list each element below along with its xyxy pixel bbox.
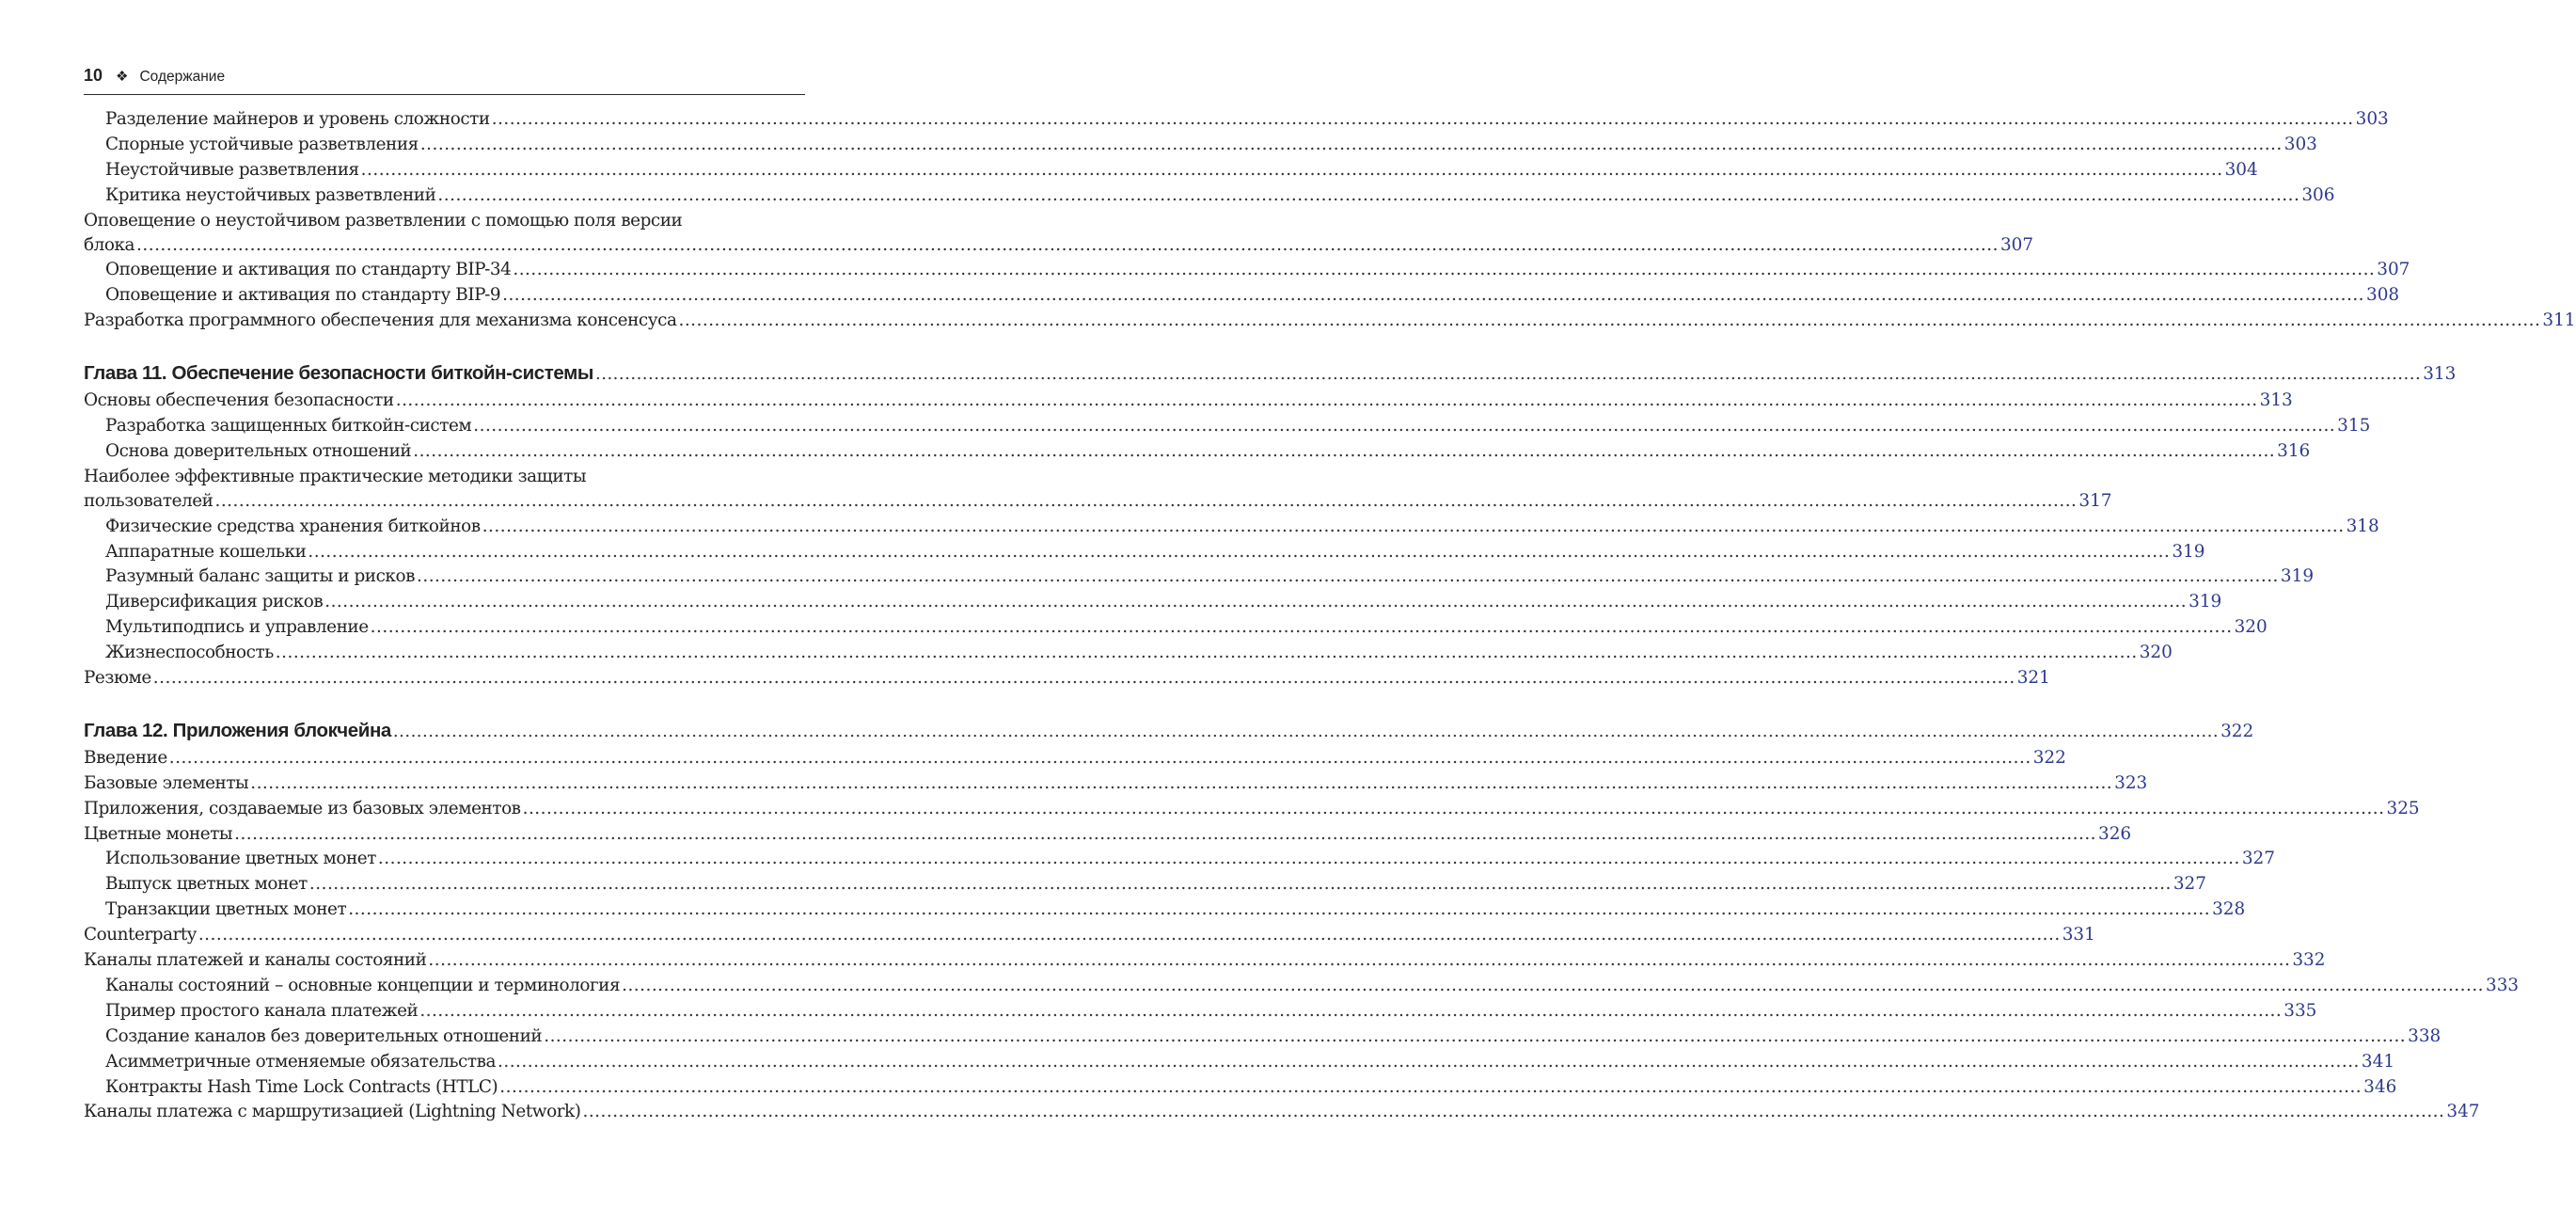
toc-page-number[interactable]: 333 <box>2486 975 2520 995</box>
dot-leader <box>428 950 2290 970</box>
dot-leader <box>502 285 2364 305</box>
dot-leader <box>595 364 2421 384</box>
toc-entry[interactable] <box>84 1102 2480 1127</box>
toc-entry-title: Каналы платежа с маршрутизацией (Lightning Network) <box>84 1102 581 1122</box>
toc-entry-title: Резюме <box>84 668 151 689</box>
dot-leader <box>393 722 2219 741</box>
toc-page-number[interactable]: 313 <box>2259 390 2293 411</box>
toc-entry[interactable] <box>84 950 2326 976</box>
toc-entry-title: пользователей <box>84 490 213 511</box>
toc-entry-title: Аппаратные кошельки <box>105 541 307 562</box>
dot-leader <box>214 491 2077 511</box>
toc-entry[interactable] <box>84 440 2311 467</box>
toc-page-number[interactable]: 319 <box>2280 566 2315 587</box>
toc-entry-title: Разработка программного обеспечения для механизма консенсуса <box>84 310 677 331</box>
toc-page-number[interactable]: 308 <box>2366 285 2400 306</box>
dot-leader <box>136 235 1999 255</box>
chapter-title: Глава 11. Обеспечение безопасности биткойн-системы <box>84 362 594 385</box>
dot-leader <box>544 1026 2406 1046</box>
dot-leader <box>499 1077 2362 1097</box>
chapter-title: Глава 12. Приложения блокчейна <box>84 719 391 741</box>
toc-page-number[interactable]: 315 <box>2337 416 2371 437</box>
section-name: Содержание <box>139 69 226 85</box>
dot-leader <box>378 849 2240 868</box>
toc-page-number[interactable]: 327 <box>2241 849 2275 869</box>
toc-entry[interactable] <box>84 899 2246 925</box>
dot-leader <box>234 824 2096 844</box>
toc-entry[interactable] <box>84 798 2420 824</box>
toc-entry-title: Контракты Hash Time Lock Contracts (HTLC) <box>105 1076 498 1097</box>
toc-entry[interactable] <box>84 975 2520 1001</box>
toc-entry-title: Жизнеспособность <box>105 643 274 663</box>
toc-page-number[interactable]: 322 <box>2032 747 2066 768</box>
dot-leader <box>513 260 2375 279</box>
dot-leader <box>361 160 2223 180</box>
toc-entry[interactable] <box>84 643 2173 668</box>
toc-block <box>84 747 2520 1127</box>
toc-block <box>84 109 2389 211</box>
toc-page-number[interactable]: 327 <box>2173 874 2206 895</box>
toc-entry-title: Выпуск цветных монет <box>105 874 308 895</box>
chapter-heading[interactable] <box>84 719 2254 748</box>
page-number: 10 <box>84 66 103 85</box>
toc-page-number[interactable]: 318 <box>2346 516 2379 536</box>
toc-entry-title: Counterparty <box>84 925 197 945</box>
toc-entry[interactable] <box>84 772 2148 799</box>
toc-page-number[interactable]: 321 <box>2016 668 2050 689</box>
toc-entry-title: Основы обеспечения безопасности <box>84 390 394 411</box>
toc-page-number[interactable]: 311 <box>2542 310 2576 331</box>
toc-entry-title: Разработка защищенных биткойн-систем <box>105 416 472 437</box>
toc-entry[interactable] <box>84 390 2293 416</box>
toc-page-number[interactable]: 317 <box>2078 490 2112 511</box>
toc-entry[interactable] <box>84 823 2132 850</box>
toc-entry-title: Базовые элементы <box>84 772 249 793</box>
toc-page-number[interactable]: 346 <box>2363 1076 2397 1097</box>
toc-entry[interactable] <box>84 310 2576 336</box>
running-header <box>84 66 805 95</box>
toc-page-number[interactable]: 316 <box>2277 440 2311 461</box>
dot-leader <box>498 1052 2360 1072</box>
toc-page-number[interactable]: 313 <box>2423 364 2457 385</box>
toc-entry[interactable] <box>84 874 2206 899</box>
toc-page-number[interactable]: 306 <box>2301 184 2335 205</box>
toc-page-number[interactable]: 331 <box>2062 925 2095 945</box>
toc-entry-title: Каналы платежей и каналы состояний <box>84 950 427 971</box>
dot-leader <box>198 925 2061 945</box>
toc-entry-title: Основа доверительных отношений <box>105 440 412 461</box>
toc-block <box>84 516 2379 693</box>
toc-entry-title: Введение <box>84 747 167 768</box>
toc-page-number[interactable]: 335 <box>2284 1000 2317 1021</box>
toc-entry[interactable] <box>84 668 2050 693</box>
toc-entry[interactable] <box>84 109 2389 135</box>
toc-entry-title: Каналы состояний – основные концепции и терминология <box>105 975 621 995</box>
toc-entry[interactable] <box>84 1000 2317 1026</box>
toc-entry[interactable] <box>84 490 2112 516</box>
toc-entry-title: блока <box>84 234 135 255</box>
toc-entry-title: Создание каналов без доверительных отношений <box>105 1025 543 1046</box>
dot-leader <box>371 617 2233 637</box>
toc-entry-title: Приложения, создаваемые из базовых элементов <box>84 798 521 818</box>
dot-leader <box>678 310 2540 330</box>
toc-page-number[interactable]: 307 <box>2377 260 2410 280</box>
toc-page-number[interactable]: 325 <box>2386 798 2420 818</box>
toc-entry-title: Использование цветных монет <box>105 849 376 869</box>
toc-page-number[interactable]: 307 <box>1999 234 2034 255</box>
dot-leader <box>417 566 2279 586</box>
toc-entry-title: Разумный баланс защиты и рисков <box>105 566 415 587</box>
toc-page-number[interactable]: 341 <box>2361 1051 2395 1072</box>
toc-entry[interactable] <box>84 592 2222 617</box>
dot-leader <box>413 441 2275 461</box>
toc-page-number[interactable]: 323 <box>2114 772 2148 793</box>
toc-page-number[interactable]: 319 <box>2189 592 2222 612</box>
toc-entry-title: Спорные устойчивые разветвления <box>105 134 419 154</box>
dot-leader <box>276 643 2138 662</box>
toc-entry-title: Физические средства хранения биткойнов <box>105 516 481 536</box>
toc-page-number[interactable]: 328 <box>2212 899 2246 920</box>
toc-entry[interactable] <box>84 516 2379 542</box>
book-page <box>84 66 2576 1127</box>
toc-entry[interactable] <box>84 234 2034 261</box>
toc-page-number[interactable]: 326 <box>2098 823 2132 844</box>
toc-entry-title: Цветные монеты <box>84 823 233 844</box>
toc-page-number[interactable]: 303 <box>2284 134 2317 154</box>
toc-entry-title: Диверсификация рисков <box>105 592 324 612</box>
four-diamond-icon: ❖ <box>116 69 129 85</box>
dot-leader <box>250 773 2112 793</box>
dot-leader <box>473 416 2335 436</box>
toc-page-number[interactable]: 347 <box>2446 1102 2480 1122</box>
toc-entry-title: Транзакции цветных монет <box>105 899 347 920</box>
toc-entry-title: Оповещение и активация по стандарту BIP-34 <box>105 260 512 280</box>
toc-entry[interactable] <box>84 541 2205 567</box>
toc-page-number[interactable]: 338 <box>2408 1025 2442 1046</box>
toc-page-number[interactable]: 320 <box>2234 617 2268 638</box>
toc-entry-title: Асимметричные отменяемые обязательства <box>105 1051 496 1072</box>
table-of-contents <box>84 109 2576 1127</box>
toc-entry-title: Критика неустойчивых разветвлений <box>105 184 436 205</box>
dot-leader <box>492 109 2354 129</box>
dot-leader <box>309 874 2172 894</box>
toc-block <box>84 260 2576 336</box>
dot-leader <box>396 390 2258 410</box>
toc-entry[interactable] <box>84 184 2335 211</box>
toc-page-number[interactable]: 332 <box>2292 950 2326 971</box>
toc-entry[interactable] <box>84 849 2275 874</box>
toc-entry-title: Мультиподпись и управление <box>105 617 369 638</box>
toc-entry[interactable] <box>84 159 2258 185</box>
toc-entry-title: Неустойчивые разветвления <box>105 159 359 180</box>
toc-entry[interactable] <box>84 1076 2397 1103</box>
toc-entry[interactable] <box>84 285 2400 310</box>
dot-leader <box>324 592 2187 612</box>
toc-entry[interactable] <box>84 566 2315 592</box>
toc-entry-title: Разделение майнеров и уровень сложности <box>105 109 490 129</box>
dot-leader <box>482 516 2345 536</box>
toc-entry[interactable] <box>84 925 2095 950</box>
toc-entry-wrapped-first-line[interactable]: Оповещение о неустойчивом разветвлении с помощью поля версии <box>84 210 683 230</box>
toc-page-number[interactable]: 319 <box>2172 541 2205 562</box>
dot-leader <box>169 748 2031 768</box>
toc-entry[interactable] <box>84 260 2410 285</box>
toc-entry[interactable] <box>84 134 2317 160</box>
toc-entry[interactable] <box>84 617 2268 643</box>
toc-page-number[interactable]: 304 <box>2224 159 2258 180</box>
dot-leader <box>419 1001 2282 1021</box>
toc-entry-title: Оповещение и активация по стандарту BIP-9 <box>105 285 501 306</box>
dot-leader <box>308 542 2170 562</box>
toc-entry-title: Пример простого канала платежей <box>105 1000 419 1021</box>
toc-entry[interactable] <box>84 1051 2395 1077</box>
dot-leader <box>437 185 2299 205</box>
dot-leader <box>622 976 2484 995</box>
toc-page-number[interactable]: 320 <box>2139 643 2173 663</box>
dot-leader <box>153 668 2015 688</box>
toc-entry[interactable] <box>84 1025 2442 1052</box>
dot-leader <box>348 899 2210 919</box>
toc-page-number[interactable]: 303 <box>2355 109 2389 129</box>
dot-leader <box>582 1102 2444 1121</box>
toc-page-number[interactable]: 322 <box>2220 721 2254 741</box>
dot-leader <box>523 799 2385 818</box>
dot-leader <box>420 135 2283 154</box>
chapter-heading[interactable] <box>84 362 2457 390</box>
toc-block <box>84 390 2371 467</box>
toc-entry[interactable] <box>84 416 2371 441</box>
toc-entry-wrapped-first-line[interactable]: Наиболее эффективные практические методики защиты <box>84 466 587 486</box>
toc-entry[interactable] <box>84 747 2066 773</box>
